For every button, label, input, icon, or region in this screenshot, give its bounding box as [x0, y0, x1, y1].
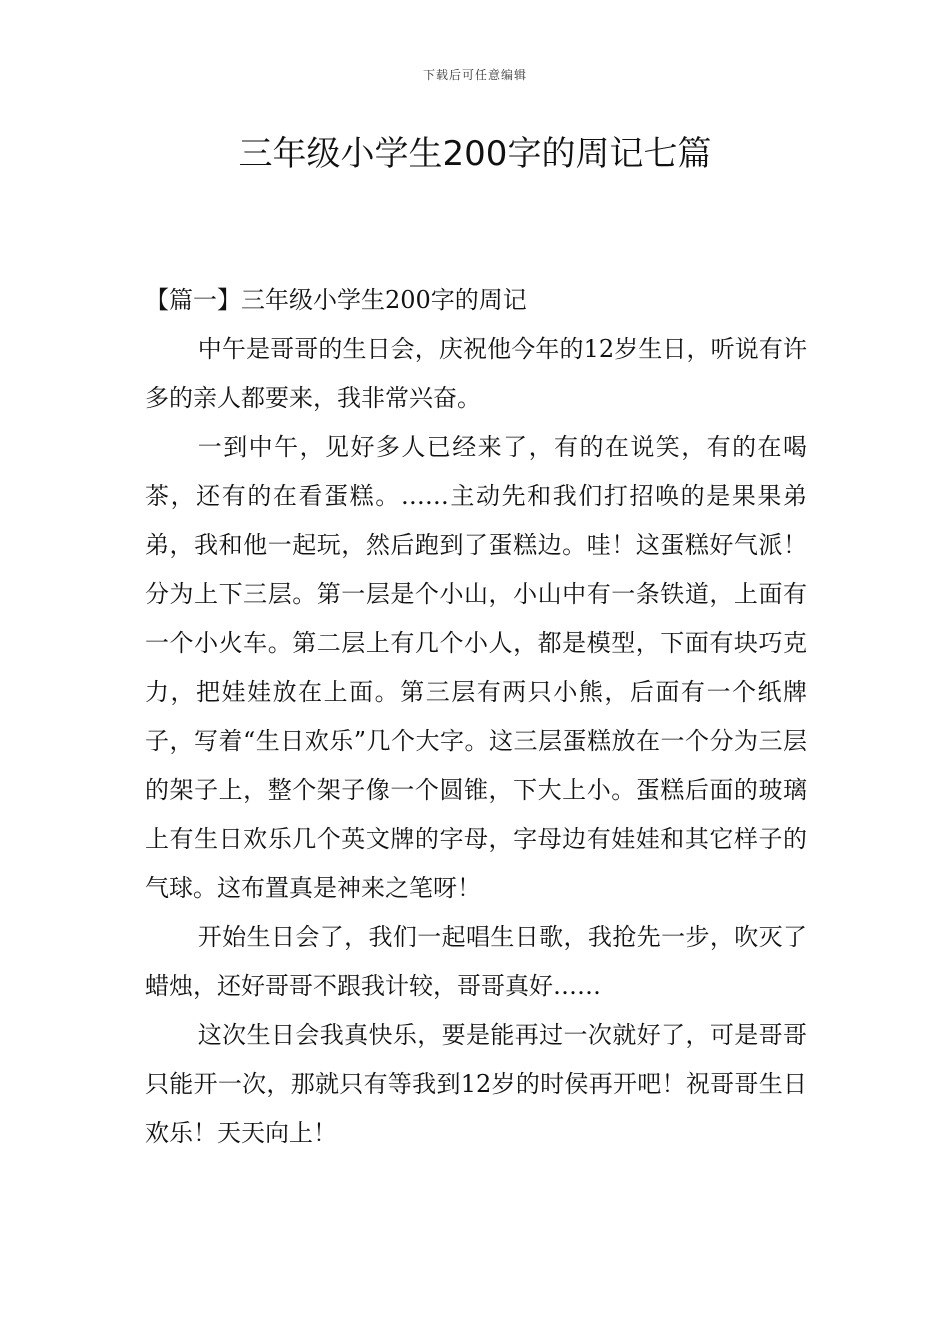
paragraph-4: 这次生日会我真快乐，要是能再过一次就好了，可是哥哥只能开一次，那就只有等我到12岁的时侯再开吧！祝哥哥生日欢乐！天天向上！ [145, 1021, 807, 1147]
header-note: 下载后可任意编辑 [422, 68, 527, 82]
paragraph-3: 开始生日会了，我们一起唱生日歌，我抢先一步，吹灭了蜡烛，还好哥哥不跟我计较，哥哥真好…… [145, 923, 807, 1000]
section-heading: 【篇一】三年级小学生200字的周记 [145, 286, 527, 314]
paragraph-1: 中午是哥哥的生日会，庆祝他今年的12岁生日，听说有许多的亲人都要来，我非常兴奋。 [145, 335, 807, 412]
paragraph-2: 一到中午，见好多人已经来了，有的在说笑，有的在喝茶，还有的在看蛋糕。……主动先和我们打招唤的是果果弟弟，我和他一起玩，然后跑到了蛋糕边。哇！这蛋糕好气派！分为上下三层。第一层是个小山，小山中有一条铁道，上面有一个小火车。第二层上有几个小人，都是模型，下面有块巧克力，把娃娃放在上面。第三层有两只小熊，后面有一个纸牌子，写着“生日欢乐”几个大字。这三层蛋糕放在一个分为三层的架子上，整个架子像一个圆锥，下大上小。蛋糕后面的玻璃上有生日欢乐几个英文牌的字母，字母边有娃娃和其它样子的气球。这布置真是神来之笔呀！ [145, 433, 807, 902]
document-title: 三年级小学生200字的周记七篇 [238, 134, 712, 174]
document-body [145, 276, 807, 1158]
